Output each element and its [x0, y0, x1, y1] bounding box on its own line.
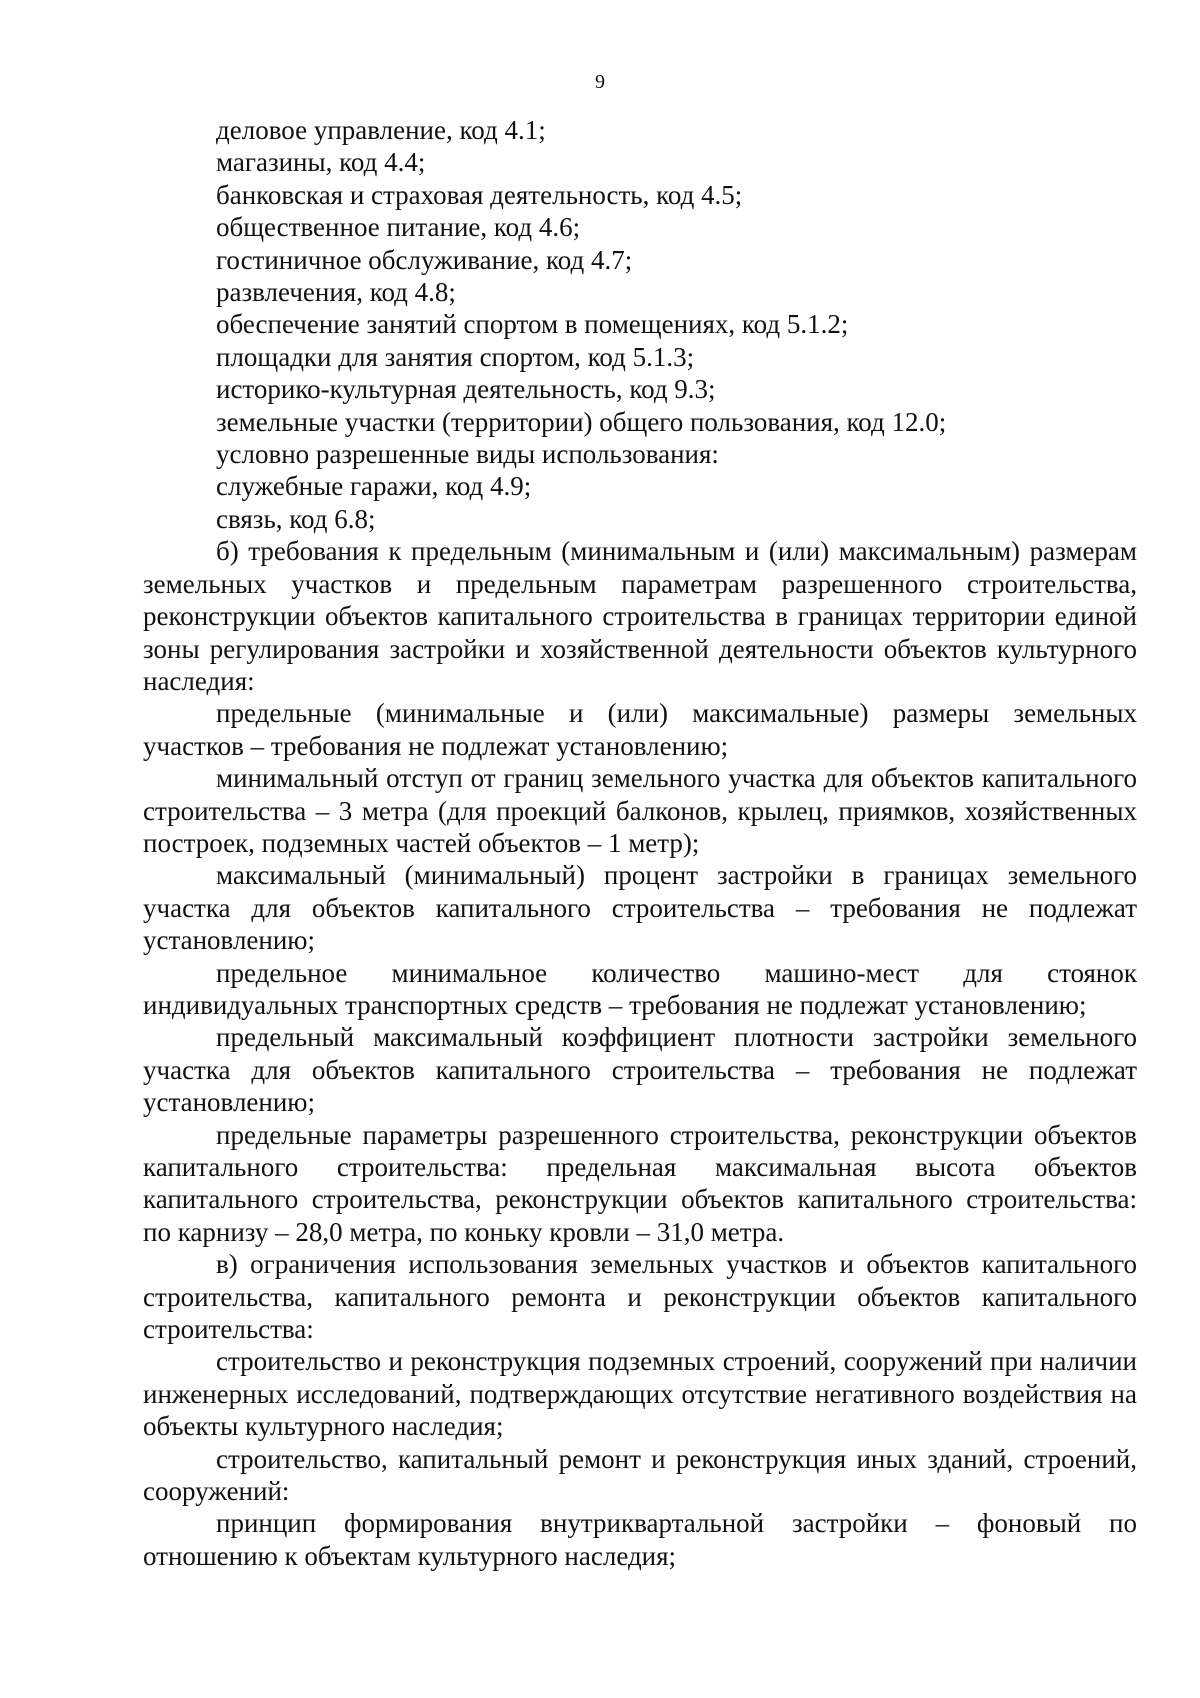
paragraph-requirements-heading: б) требования к предельным (минимальным и (или) максимальным) размерам земельных участков и предельным параметрам разрешенного строительства, реконструкции объектов капитального строительства в границах территории единой зоны регулирования застройки и хозяйственной деятельности объектов культурного наследия:	[143, 536, 1137, 696]
list-item: общественное питание, код 4.6;	[216, 212, 581, 243]
list-item: магазины, код 4.4;	[216, 147, 426, 178]
paragraph: предельные (минимальные и (или) максимальные) размеры земельных участков – требования не подлежат установлению;	[143, 698, 1137, 761]
list-item: развлечения, код 4.8;	[216, 277, 456, 308]
list-item: обеспечение занятий спортом в помещениях, код 5.1.2;	[216, 309, 849, 340]
list-item: гостиничное обслуживание, код 4.7;	[216, 244, 633, 275]
paragraph: принцип формирования внутриквартальной застройки – фоновый по отношению к объектам культурного наследия;	[143, 1508, 1137, 1571]
paragraph: предельные параметры разрешенного строительства, реконструкции объектов капитального строительства: предельная максимальная высота объектов капитального строительства, реконструкции объектов капитального строительства: по карнизу – 28,0 метра, по коньку кровли – 31,0 метра.	[143, 1119, 1137, 1247]
paragraph: строительство и реконструкция подземных строений, сооружений при наличии инженерных исследований, подтверждающих отсутствие негативного воздействия на объекты культурного наследия;	[143, 1346, 1137, 1442]
list-item: условно разрешенные виды использования:	[216, 439, 719, 470]
list-item: связь, код 6.8;	[216, 503, 376, 534]
paragraph: минимальный отступ от границ земельного участка для объектов капитального строительства – 3 метра (для проекций балконов, крылец, приямков, хозяйственных построек, подземных частей объектов – 1 метр);	[143, 763, 1137, 858]
list-item: площадки для занятия спортом, код 5.1.3;	[216, 341, 695, 372]
list-item: банковская и страховая деятельность, код 4.5;	[216, 179, 743, 210]
document-body	[143, 114, 1137, 1572]
list-item: земельные участки (территории) общего пользования, код 12.0;	[216, 406, 947, 437]
paragraph: максимальный (минимальный) процент застройки в границах земельного участка для объектов капитального строительства – требования не подлежат установлению;	[143, 860, 1137, 956]
paragraph: предельный максимальный коэффициент плотности застройки земельного участка для объектов капитального строительства – требования не подлежат установлению;	[143, 1022, 1137, 1118]
list-item: служебные гаражи, код 4.9;	[216, 471, 532, 502]
paragraph: предельное минимальное количество машино-мест для стоянок индивидуальных транспортных средств – требования не подлежат установлению;	[143, 957, 1137, 1020]
paragraph: строительство, капитальный ремонт и реконструкция иных зданий, строений, сооружений:	[143, 1443, 1137, 1507]
list-item: деловое управление, код 4.1;	[216, 115, 546, 145]
list-item: историко-культурная деятельность, код 9.3;	[216, 374, 716, 405]
page-number: 9	[595, 71, 605, 93]
paragraph-restrictions-heading: в) ограничения использования земельных участков и объектов капитального строительства, капитального ремонта и реконструкции объектов капитального строительства:	[143, 1249, 1137, 1345]
